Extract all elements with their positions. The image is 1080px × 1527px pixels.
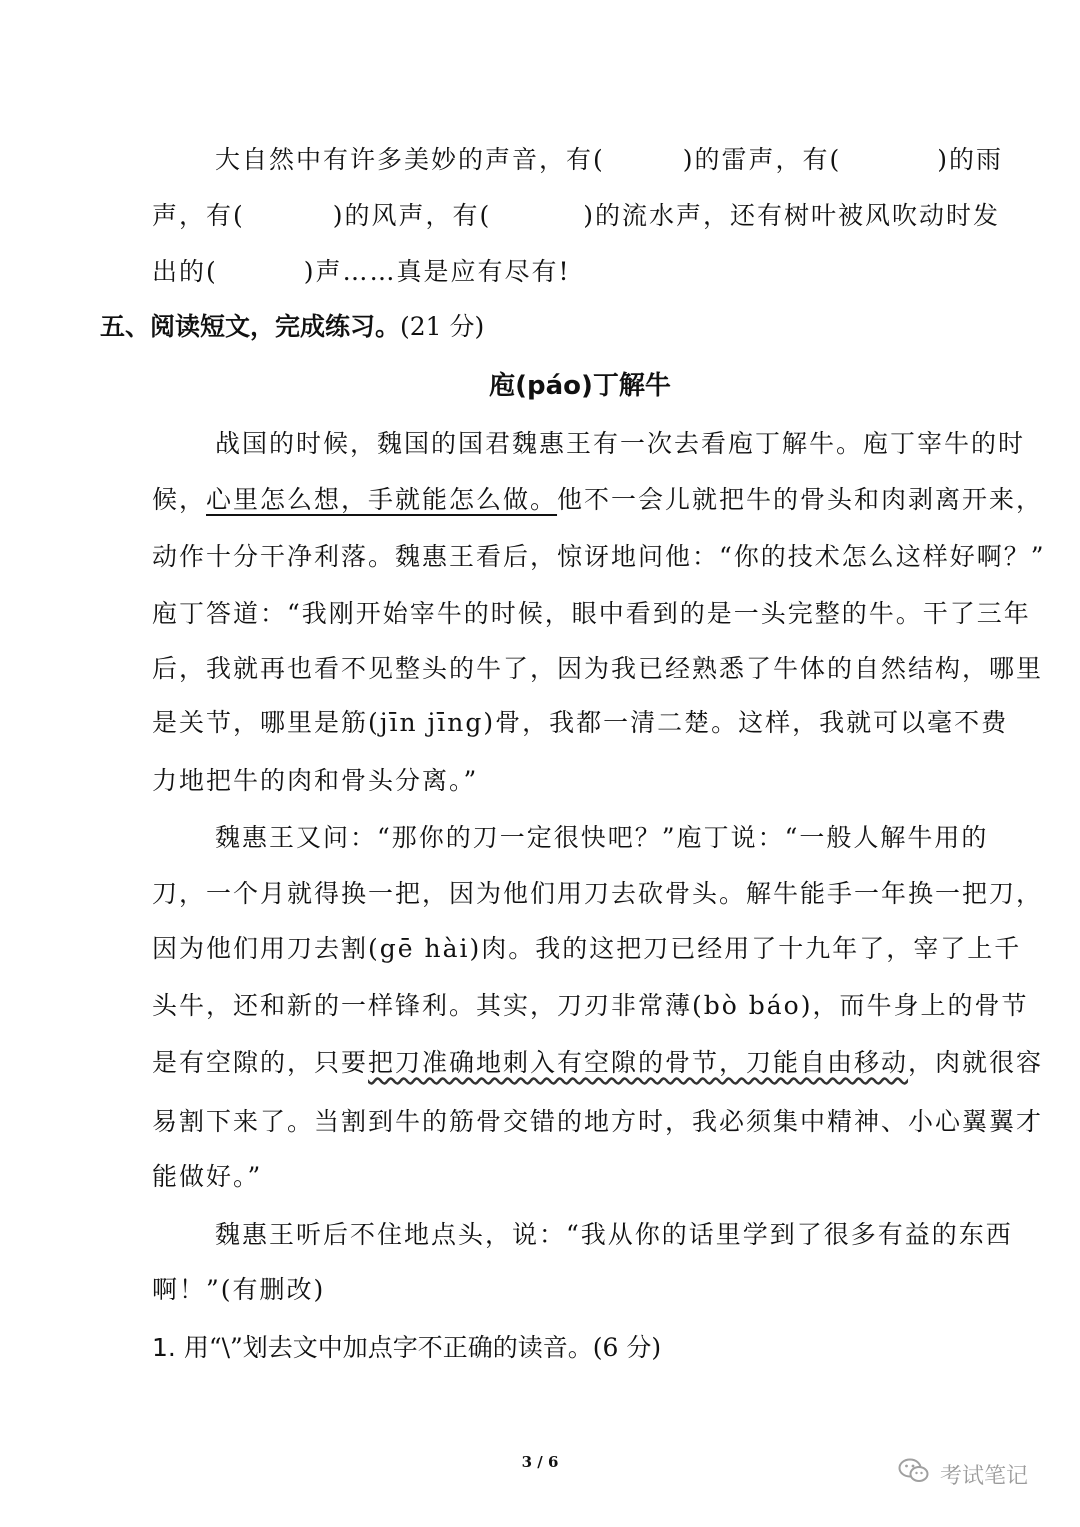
story-line: 力地把牛的肉和骨头分离。”: [152, 766, 479, 795]
fill-in-text: 大自然中有许多美妙的声音，有(: [215, 145, 605, 174]
section-label: 五、阅读短文，完成练习。: [100, 312, 401, 341]
question-1: [152, 1328, 661, 1368]
story-line: 头牛，还和新的一样锋利。其实，刀刃非常薄(bò báo)，而牛身上的骨节: [152, 991, 1029, 1020]
fill-in-text: )的风声，有(: [332, 201, 492, 230]
story-line: 魏惠王听后不住地点头，说：“我从你的话里学到了很多有益的东西: [215, 1220, 1013, 1249]
story-line: [152, 1043, 1043, 1083]
fill-in-text: 声，有(: [152, 201, 245, 230]
story-line: 动作十分干净利落。魏惠王看后，惊讶地问他：“你的技术怎么这样好啊？”: [152, 542, 1046, 571]
story-line: 后，我就再也看不见整头的牛了，因为我已经熟悉了牛体的自然结构，哪里: [152, 654, 1044, 683]
fill-in-line-2: [152, 196, 1000, 236]
story-text: 是有空隙的，只要: [152, 1048, 369, 1077]
story-line: 能做好。”: [152, 1162, 263, 1191]
story-text: ，肉就很容: [908, 1048, 1044, 1077]
fill-in-line-1: [215, 140, 1003, 180]
question-number: 1.: [152, 1333, 176, 1362]
story-line: 易割下来了。当割到牛的筋骨交错的地方时，我必须集中精神、小心翼翼才: [152, 1107, 1044, 1136]
story-line: 啊！”(有删改): [152, 1275, 326, 1304]
story-line: 魏惠王又问：“那你的刀一定很快吧？”庖丁说：“一般人解牛用的: [215, 823, 989, 852]
story-line: 战国的时候，魏国的国君魏惠王有一次去看庖丁解牛。庖丁宰牛的时: [215, 429, 1026, 458]
story-line: 因为他们用刀去割(gē hài)肉。我的这把刀已经用了十九年了，宰了上千: [152, 934, 1022, 963]
wavy-underlined-sentence: 把刀准确地刺入有空隙的骨节，刀能自由移动: [368, 1048, 909, 1077]
story-line: 是关节，哪里是筋(jīn jīng)骨，我都一清二楚。这样，我就可以毫不费: [152, 708, 1009, 737]
fill-in-text: )的雷声，有(: [682, 145, 842, 174]
fill-in-text: 出的(: [152, 257, 218, 286]
underlined-sentence: 心里怎么想，手就能怎么做。: [206, 485, 558, 514]
story-title: 庖(páo)丁解牛: [489, 371, 671, 401]
question-text: 用“\”划去文中加点字不正确的读音。(6 分): [183, 1333, 662, 1362]
wechat-icon: [898, 1457, 940, 1491]
story-line: 庖丁答道：“我刚开始宰牛的时候，眼中看到的是一头完整的牛。干了三年: [152, 599, 1031, 628]
story-text: 他不一会儿就把牛的骨头和肉剥离开来，: [557, 485, 1044, 514]
section-score: (21 分): [400, 312, 485, 341]
watermark-text: 考试笔记: [940, 1463, 1029, 1489]
story-line: 刀，一个月就得换一把，因为他们用刀去砍骨头。解牛能手一年换一把刀，: [152, 879, 1044, 908]
section-heading: [100, 307, 484, 347]
watermark: [898, 1454, 1028, 1494]
story-line: [152, 480, 1043, 520]
fill-in-text: )声……真是应有尽有!: [303, 257, 571, 286]
fill-in-line-3: [152, 252, 571, 292]
fill-in-text: )的流水声，还有树叶被风吹动时发: [583, 201, 1001, 230]
story-text: 候，: [152, 485, 207, 514]
page-number: 3 / 6: [521, 1453, 559, 1471]
fill-in-text: )的雨: [937, 145, 1004, 174]
